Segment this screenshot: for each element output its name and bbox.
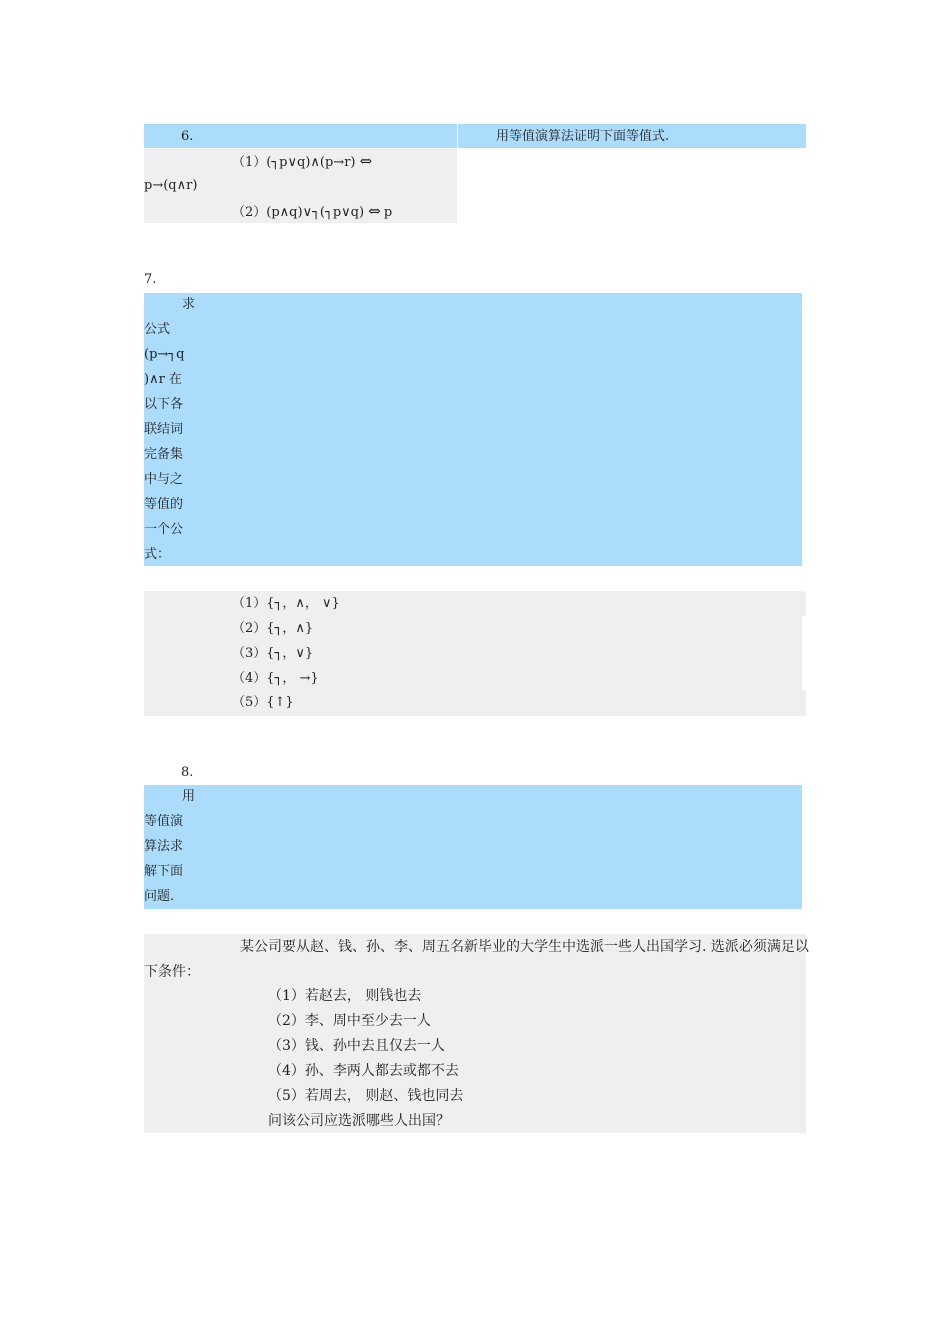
- q6-number: 6.: [181, 129, 194, 144]
- q6-item1-left: [232, 152, 371, 172]
- q7-question-panel: [144, 293, 802, 566]
- q8-condition: （1）若赵去， 则钱也去: [268, 988, 422, 1004]
- q7-question-line: (p→┐q: [144, 347, 185, 362]
- q7-item: （4）{┐， →}: [232, 671, 319, 686]
- q8-question-panel: [144, 785, 802, 909]
- q6-heading: 用等值演算法证明下面等值式.: [496, 129, 670, 144]
- q7-question-line: 完备集: [144, 447, 184, 462]
- q7-number: 7.: [144, 272, 157, 287]
- q7-question-line: 公式: [144, 322, 171, 337]
- q8-intro-line2: 下条件：: [144, 964, 200, 980]
- q6-item2: [232, 202, 392, 222]
- q6-item2-result: p: [383, 205, 393, 220]
- q8-condition: （5）若周去， 则赵、钱也同去: [268, 1088, 464, 1104]
- q7-question-line: 联结词: [144, 422, 184, 437]
- q7-question-line: 一个公: [144, 522, 184, 537]
- q8-question: 问该公司应选派哪些人出国？: [268, 1113, 450, 1129]
- q8-question-line: 用: [182, 789, 196, 804]
- q7-question-line: )∧r 在: [144, 372, 182, 387]
- q6-item1-formula: （1）(┐p∨q)∧(p→r): [232, 155, 356, 170]
- q8-intro-line1: 某公司要从赵、钱、孙、李、周五名新毕业的大学生中选派一些人出国学习. 选派必须满足以: [240, 939, 809, 955]
- q7-item: （2）{┐，∧}: [232, 621, 314, 636]
- q7-item: （3）{┐，∨}: [232, 646, 314, 661]
- q7-items-edge: [802, 616, 806, 690]
- q7-item: （1）{┐，∧， ∨}: [232, 596, 340, 611]
- q8-question-line: 算法求: [144, 839, 184, 854]
- q6-item1-right: p→(q∧r): [144, 178, 198, 193]
- q7-question-line: 式：: [144, 547, 171, 562]
- q8-number: 8.: [181, 765, 194, 780]
- q8-condition: （2）李、周中至少去一人: [268, 1013, 431, 1029]
- q8-condition: （4）孙、李两人都去或都不去: [268, 1063, 459, 1079]
- q7-question-line: 以下各: [144, 397, 184, 412]
- q8-body-panel: [144, 934, 806, 1133]
- q7-question-line: 中与之: [144, 472, 184, 487]
- q7-item: （5）{↑}: [232, 695, 294, 710]
- q7-question-line: 等值的: [144, 497, 184, 512]
- q6-item2-formula: （2）(p∧q)∨┐(┐p∨q): [232, 205, 365, 220]
- q8-condition: （3）钱、孙中去且仅去一人: [268, 1038, 445, 1054]
- iff-arrow-icon: ⇔: [368, 202, 380, 220]
- q8-question-line: 问题.: [144, 889, 175, 904]
- q8-question-line: 等值演: [144, 814, 184, 829]
- q7-question-line: 求: [182, 297, 196, 312]
- iff-arrow-icon: ⇔: [359, 152, 372, 170]
- q8-question-line: 解下面: [144, 864, 184, 879]
